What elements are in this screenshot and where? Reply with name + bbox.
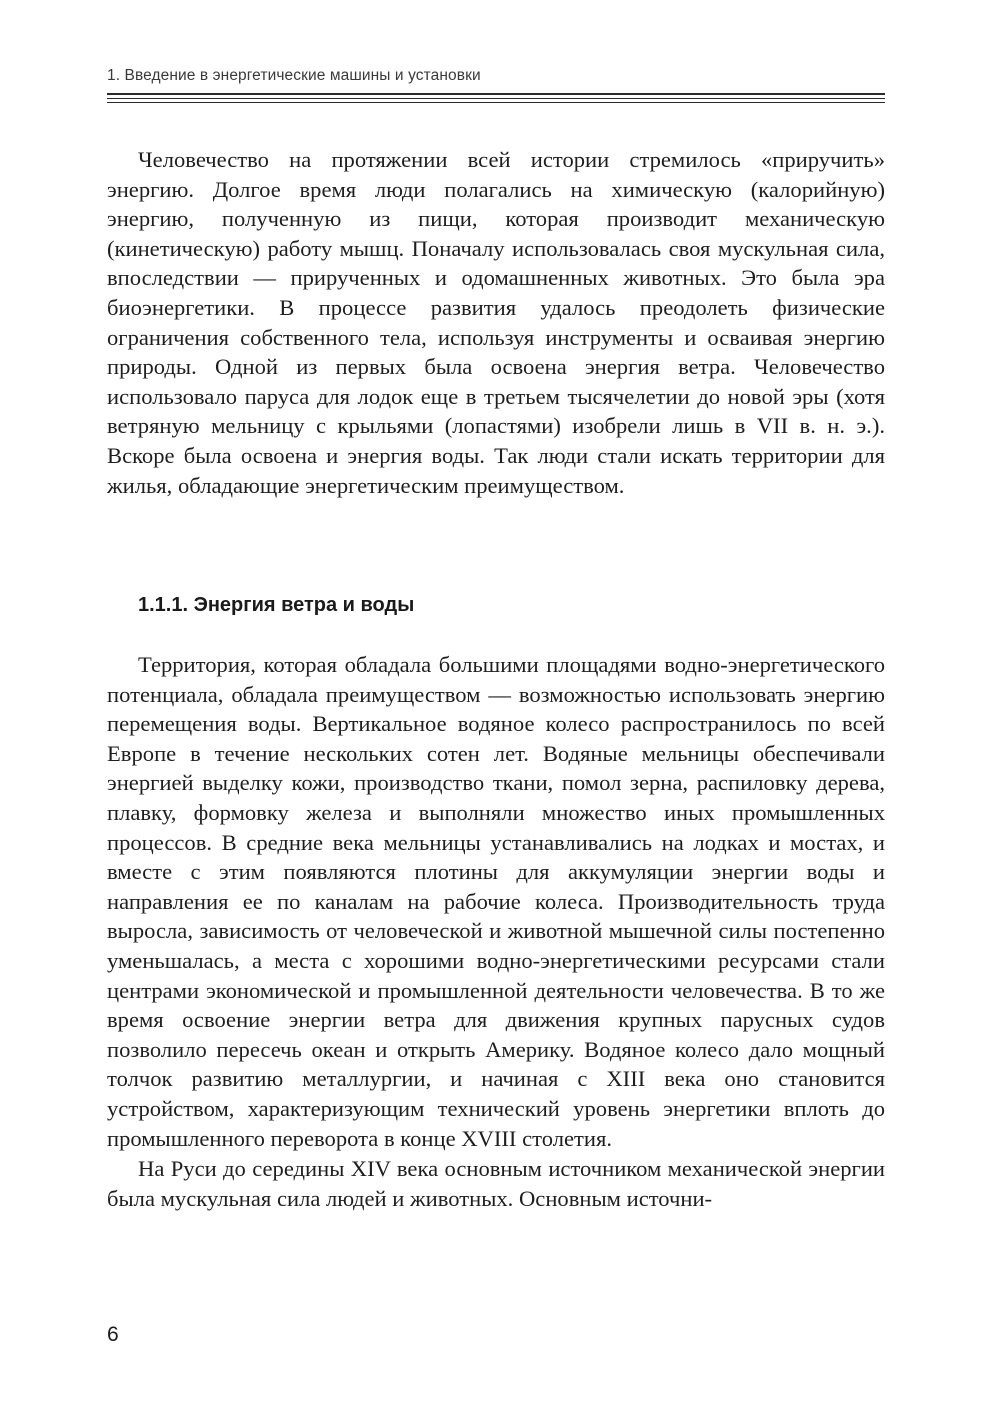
page-number: 6 <box>107 1323 119 1346</box>
section-paragraph-1: Территория, которая обладала большими площадями водно-энергетического потенциала, обладала преимуществом — возможностью использовать энергию перемещения воды. Вертикальное водяное колесо распространилось по всей Европе в течение нескольких сотен лет. Водяные мельницы обеспечивали энергией выделку кожи, производство ткани, помол зерна, распиловку дерева, плавку, формовку железа и выполняли множество иных промышленных процессов. В средние века мельницы устанавливались на лодках и мостах, и вместе с этим появляются плотины для аккумуляции энергии воды и направления ее по каналам на рабочие колеса. Производительность труда выросла, зависимость от человеческой и животной мышечной силы постепенно уменьшалась, а места с хорошими водно-энергетическими ресурсами стали центрами экономической и промышленной деятельности человечества. В то же время освоение энергии ветра для движения крупных парусных судов позволило пересечь океан и открыть Америку. Водяное колесо дало мощный толчок развитию металлургии, и начиная с XIII века оно становится устройством, характеризующим технический уровень энергетики вплоть до промышленного переворота в конце XVIII столетия. <box>107 652 885 1151</box>
intro-paragraph-block <box>107 145 885 500</box>
section-heading: 1.1.1. Энергия ветра и воды <box>138 594 415 616</box>
intro-paragraph: Человечество на протяжении всей истории стремилось «приручить» энергию. Долгое время люди полагались на химическую (калорийную) энергию, полученную из пищи, которая производит механическую (кинетическую) работу мышц. Поначалу использовалась своя мускульная сила, впоследствии — прирученных и одомашненных животных. Это была эра биоэнергетики. В процессе развития удалось преодолеть физические ограничения собственного тела, используя инструменты и осваивая энергию природы. Одной из первых была освоена энергия ветра. Человечество использовало паруса для лодок еще в третьем тысячелетии до новой эры (хотя ветряную мельницу с крыльями (лопастями) изобрели лишь в VII в. н. э.). Вскоре была освоена и энергия воды. Так люди стали искать территории для жилья, обладающие энергетическим преимуществом. <box>107 147 885 498</box>
header-rule <box>107 102 885 103</box>
section-paragraph-2: На Руси до середины XIV века основным источником механической энергии была мускульная сила людей и животных. Основным источни- <box>107 1156 885 1211</box>
section-body <box>107 650 885 1213</box>
running-header: 1. Введение в энергетические машины и установки <box>107 67 481 84</box>
header-rule <box>107 93 885 95</box>
header-rule <box>107 98 885 99</box>
